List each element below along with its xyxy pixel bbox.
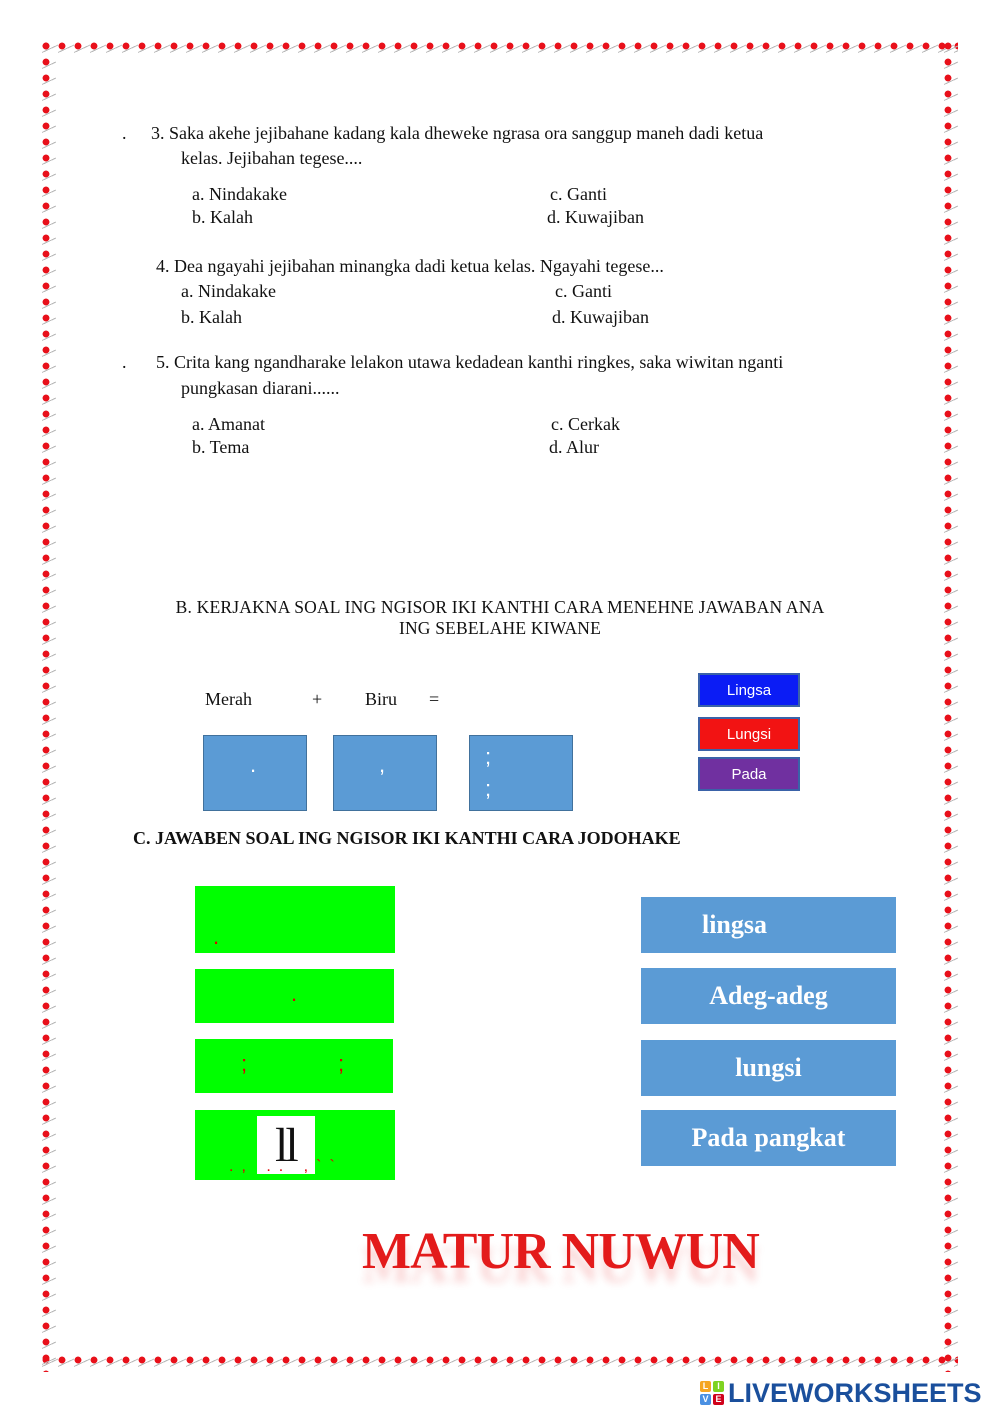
choice-label: Lingsa	[726, 681, 772, 699]
liveworksheets-logo-icon	[700, 1381, 724, 1405]
drop-box-1[interactable]	[203, 735, 307, 811]
answer-label: Pada pangkat	[691, 1123, 846, 1152]
glyph-dots: ., .. ,``	[229, 1158, 343, 1175]
option-a: a. Nindakake	[192, 184, 287, 204]
question-lead: .	[122, 352, 127, 372]
equation-right: Biru	[365, 689, 398, 709]
equation-left: Merah	[205, 689, 252, 709]
option-d: d. Alur	[549, 437, 600, 457]
match-left-3[interactable]	[195, 1039, 393, 1093]
option-c: c. Cerkak	[551, 414, 620, 434]
footer-brand-text: LIVEWORKSHEETS	[728, 1377, 982, 1408]
option-b: b. Kalah	[192, 207, 253, 227]
question-text: 4. Dea ngayahi jejibahan minangka dadi ketua kelas. Ngayahi tegese...	[156, 256, 664, 276]
footer-brand	[700, 1378, 982, 1408]
drop-box-symbol: ;	[485, 744, 492, 769]
question-text: 5. Crita kang ngandharake lelakon utawa kedadean kanthi ringkes, saka wiwitan nganti	[156, 352, 784, 372]
page-border-left	[42, 42, 56, 1372]
logo-letter: E	[713, 1394, 724, 1405]
logo-letter: L	[700, 1381, 711, 1392]
closing-title: MATUR NUWUN	[362, 1223, 759, 1280]
choice-label: Lungsi	[726, 725, 772, 743]
drop-box-2[interactable]	[333, 735, 437, 811]
section-b-title-line2: ING SEBELAHE KIWANE	[398, 618, 602, 638]
drop-box-3[interactable]	[469, 735, 573, 811]
glyph-mark: ll	[275, 1119, 296, 1172]
page-border-right	[944, 42, 958, 1372]
drop-box-symbol: ,	[379, 752, 386, 777]
punctuation-mark: .	[213, 924, 220, 949]
option-d: d. Kuwajiban	[547, 207, 644, 227]
question-text-cont: kelas. Jejibahan tegese....	[181, 148, 363, 168]
match-left-1[interactable]	[195, 886, 395, 953]
question-text-cont: pungkasan diarani......	[181, 378, 340, 398]
option-a: a. Amanat	[192, 414, 265, 434]
match-left-4[interactable]	[195, 1110, 395, 1180]
drop-box-symbol: .	[250, 752, 257, 777]
answer-label: Adeg-adeg	[709, 981, 828, 1010]
question-lead: .	[122, 123, 127, 143]
section-c-title: C. JAWABEN SOAL ING NGISOR IKI KANTHI CARA JODOHAKE	[133, 828, 681, 848]
choice-pada[interactable]	[698, 757, 800, 791]
punctuation-mark: ;	[338, 1051, 345, 1076]
match-right-1[interactable]	[641, 897, 896, 953]
drop-box-symbol: ;	[485, 776, 492, 801]
match-right-4[interactable]	[641, 1110, 896, 1166]
choice-lungsi[interactable]	[698, 717, 800, 751]
page-border-top	[42, 42, 958, 56]
section-b-title-line1: B. KERJAKNA SOAL ING NGISOR IKI KANTHI CARA MENEHNE JAWABAN ANA	[175, 597, 825, 617]
option-a: a. Nindakake	[181, 281, 276, 301]
punctuation-mark: .	[291, 981, 298, 1006]
question-text: 3. Saka akehe jejibahane kadang kala dheweke ngrasa ora sanggup maneh dadi ketua	[151, 123, 764, 143]
punctuation-mark: ;	[241, 1051, 248, 1076]
match-right-3[interactable]	[641, 1040, 896, 1096]
equation-plus: +	[312, 689, 323, 709]
choice-lingsa[interactable]	[698, 673, 800, 707]
choice-label: Pada	[731, 765, 767, 783]
option-c: c. Ganti	[555, 281, 612, 301]
logo-letter: V	[700, 1394, 711, 1405]
option-d: d. Kuwajiban	[552, 307, 649, 327]
option-c: c. Ganti	[550, 184, 607, 204]
equation-equals: =	[429, 689, 440, 709]
page-border-bottom	[42, 1356, 958, 1370]
logo-letter: I	[713, 1381, 724, 1392]
match-left-2[interactable]	[195, 969, 394, 1023]
section-b-title	[100, 597, 900, 639]
match-right-2[interactable]	[641, 968, 896, 1024]
answer-label: lingsa	[701, 910, 768, 939]
option-b: b. Tema	[192, 437, 250, 457]
option-b: b. Kalah	[181, 307, 242, 327]
answer-label: lungsi	[735, 1053, 802, 1082]
